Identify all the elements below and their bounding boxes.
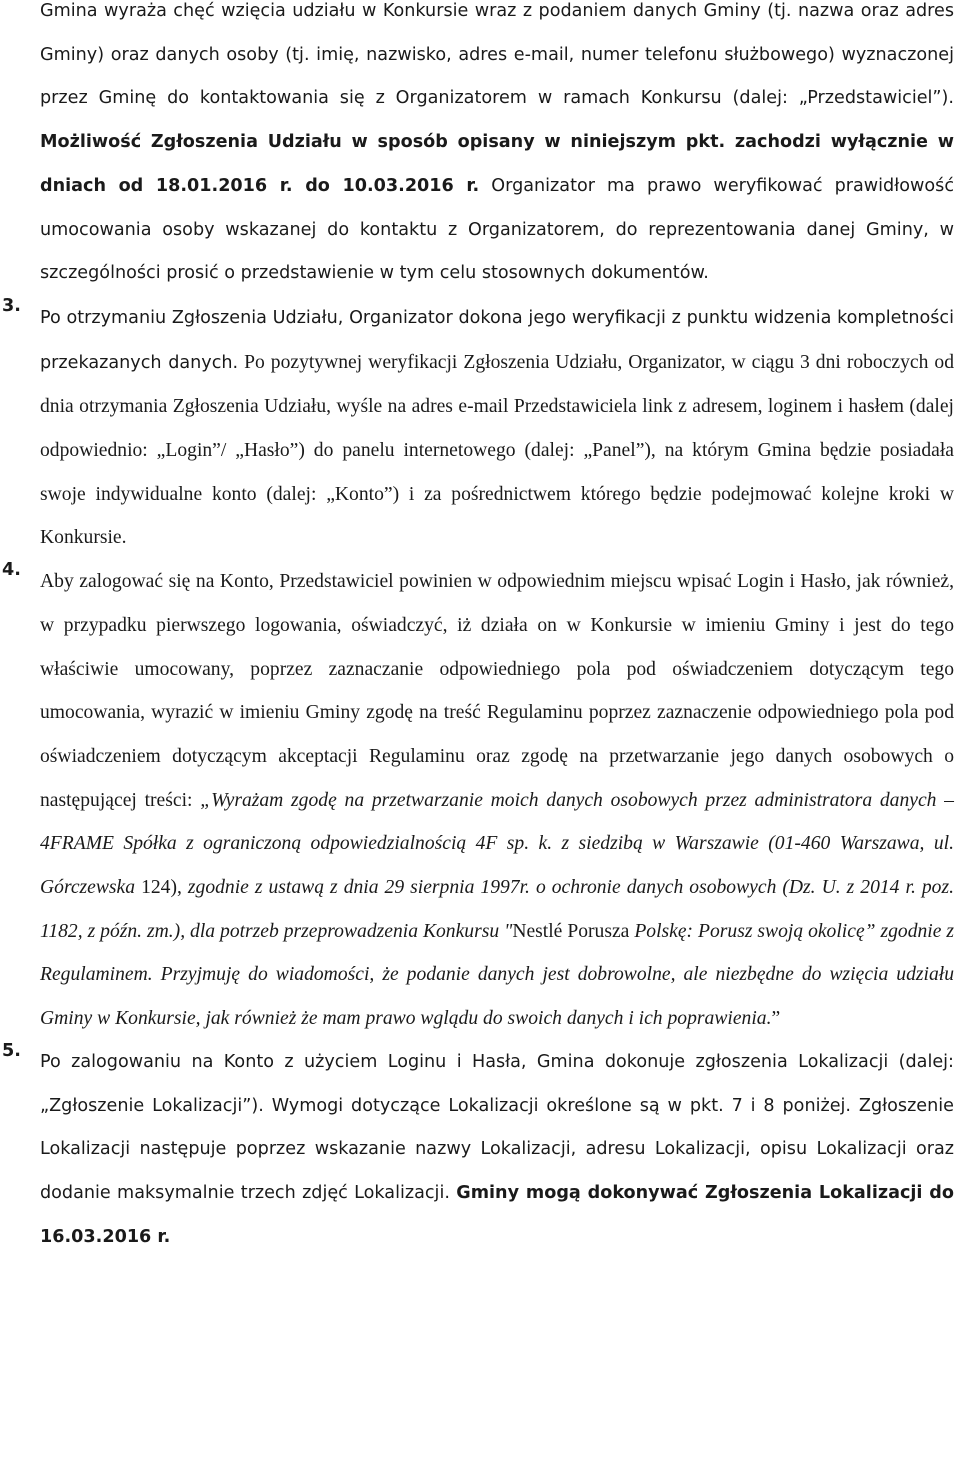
item4-text-address: 124), <box>135 877 188 899</box>
item5-deadline-bold: Gminy mogą dokonywać Zgłoszenia Lokalizacji do 16.03.2016 r. <box>40 1182 954 1247</box>
list-item-3 <box>2 295 954 560</box>
list-item-5 <box>2 1040 954 1260</box>
item4-closing-quote: ” <box>771 1008 781 1030</box>
item-number: 5. <box>2 1040 21 1061</box>
para1-text-verification: Organizator ma prawo weryfikować prawidłowość umocowania osoby wskazanej do kontaktu z Organizatorem, do reprezentowania danej Gminy, w szczególności prosić o przedstawienie w tym celu stosownych dokumentów. <box>40 175 954 284</box>
item5-text: Po zalogowaniu na Konto z użyciem Loginu i Hasła, Gmina dokonuje zgłoszenia Lokalizacji (dalej: „Zgłoszenie Lokalizacji”). Wymogi dotyczące Lokalizacji określone są w pkt. 7 i 8 poniżej. Zgłoszenie Lokalizacji następuje poprzez wskazanie nazwy Lokalizacji, adresu Lokalizacji, opisu Lokalizacji oraz dodanie maksymalnie trzech zdjęć Lokalizacji. <box>40 1051 954 1203</box>
item3-text: Po pozytywnej weryfikacji Zgłoszenia Udziału, Organizator, w ciągu 3 dni roboczych od dnia otrzymania Zgłoszenia Udziału, wyśle na adres e-mail Przedstawiciela link z adresem, loginem i hasłem (dalej odpowiednio: „Login”/ „Hasło”) do panelu internetowego (dalej: „Panel”), na którym Gmina będzie posiadała swoje indywidualne konto (dalej: „Konto”) i za pośrednictwem którego będzie podejmować kolejne kroki w Konkursie. <box>40 351 954 549</box>
para1-text: Gmina wyraża chęć wzięcia udziału w Konkursie wraz z podaniem danych Gminy (tj. nazwa oraz adres Gminy) oraz danych osoby (tj. imię, nazwisko, adres e-mail, numer telefonu służbowego) wyznaczonej przez Gminę do kontaktowania się z Organizatorem w ramach Konkursu (dalej: „Przedstawiciel”). <box>40 1 954 109</box>
para1-deadline-bold: Możliwość Zgłoszenia Udziału w sposób opisany w niniejszym pkt. zachodzi wyłącznie w dniach od 18.01.2016 r. do 10.03.2016 r. <box>40 132 954 196</box>
paragraph-weryfikacja <box>40 296 954 560</box>
paragraph-gmina-udzial <box>40 0 954 296</box>
paragraph-lokalizacje <box>40 1041 954 1260</box>
paragraph-logowanie <box>40 560 954 1041</box>
item4-consent-italic-3: Polskę: Porusz swoją okolicę” zgodnie z Regulaminem. Przyjmuję do wiadomości, że podanie danych jest dobrowolne, ale niezbędne do wzięcia udziału Gminy w Konkursie, jak również że mam prawo wglądu do swoich danych i ich poprawienia. <box>40 920 954 1030</box>
item4-text: Aby zalogować się na Konto, Przedstawiciel powinien w odpowiednim miejscu wpisać Login i Hasło, jak również, w przypadku pierwszego logowania, oświadczyć, iż działa on w Konkursie w imieniu Gminy i jest do tego właściwie umocowany, poprzez zaznaczanie odpowiedniego pola pod oświadczeniem dotyczącym tego umocowania, wyrazić w imieniu Gminy zgodę na treść Regulaminu poprzez zaznaczenie odpowiedniego pola pod oświadczeniem dotyczącym akceptacji Regulaminu oraz zgodę na przetwarzanie jego danych osobowych o następującej treści: <box>40 571 954 811</box>
item3-text-sans: Po otrzymaniu Zgłoszenia Udziału, Organizator dokona jego weryfikacji z punktu widzenia kompletności przekazanych danych. <box>40 307 954 373</box>
item4-consent-italic-2: zgodnie z ustawą z dnia 29 sierpnia 1997r. o ochronie danych osobowych (Dz. U. z 2014 r. poz. 1182, z późn. zm.), dla potrzeb przeprowadzenia Konkursu " <box>40 877 954 942</box>
item4-consent-italic: „Wyrażam zgodę na przetwarzanie moich danych osobowych przez administratora danych – 4FRAME Spółka z ograniczoną odpowiedzialnością 4F sp. k. z siedzibą w Warszawie (01-460 Warszawa, ul. Górczewska <box>40 789 954 899</box>
item-number: 4. <box>2 560 21 581</box>
item-number: 3. <box>2 295 21 316</box>
list-item-4 <box>2 560 954 1041</box>
item4-text-brand: Nestlé Porusza <box>512 920 635 942</box>
